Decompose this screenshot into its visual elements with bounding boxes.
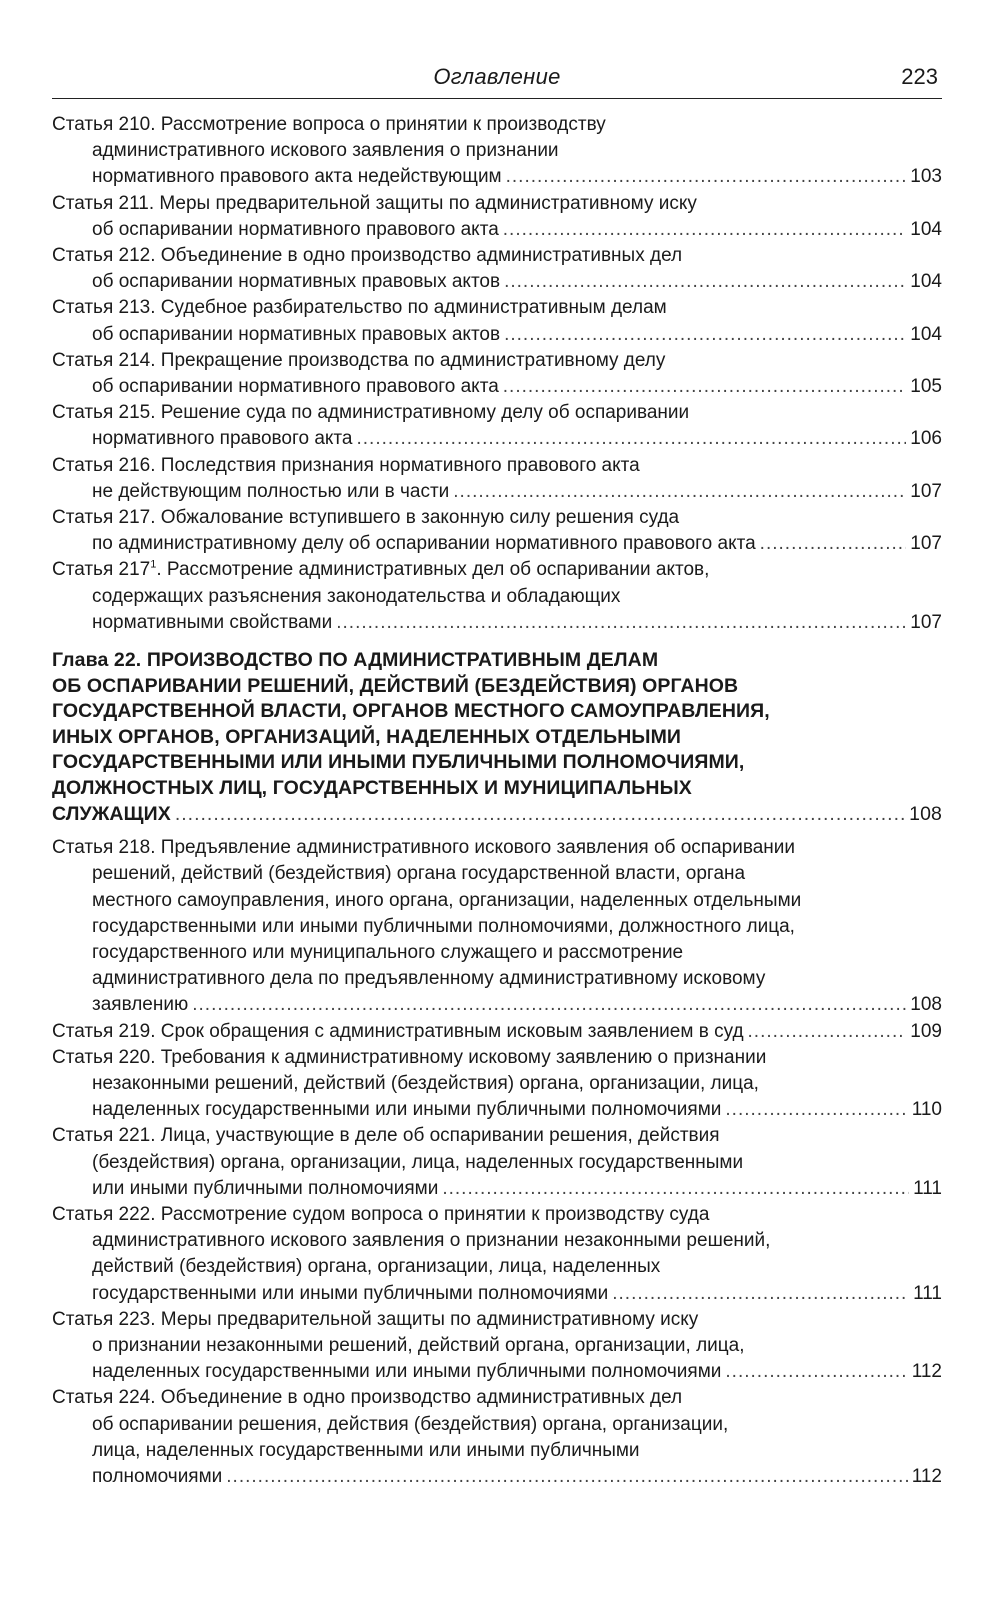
toc-entry-article-211 [52, 191, 942, 243]
page-number: 103 [910, 166, 942, 188]
dot-leader [453, 479, 906, 505]
entry-last-line [52, 992, 942, 1018]
entry-last-line [52, 217, 942, 243]
entry-line: Статья 212. Объединение в одно производство административных дел [52, 245, 683, 267]
toc-entry-article-216 [52, 453, 942, 505]
entry-line: государственного или муниципального служащего и рассмотрение [92, 942, 684, 964]
toc-entry-article-221 [52, 1123, 942, 1202]
running-header [52, 60, 942, 99]
page-number: 108 [909, 802, 942, 825]
entry-line: . Рассмотрение административных дел об оспаривании актов, [156, 559, 710, 581]
chapter-line: ГОСУДАРСТВЕННОЙ ВЛАСТИ, ОРГАНОВ МЕСТНОГО САМОУПРАВЛЕНИЯ, [52, 700, 770, 723]
dot-leader [226, 1464, 907, 1490]
entry-line: государственными или иными публичными полномочиями [92, 1282, 609, 1304]
entry-line: не действующим полностью или в части [92, 480, 450, 502]
dot-leader [725, 1359, 907, 1385]
entry-line: административного искового заявления о признании [92, 140, 559, 162]
entry-line: нормативного правового акта недействующим [92, 166, 502, 188]
chapter-line: Глава 22. ПРОИЗВОДСТВО ПО АДМИНИСТРАТИВНЫМ ДЕЛАМ [52, 649, 659, 672]
toc-entry-article-212 [52, 243, 942, 295]
chapter-last-line [52, 802, 942, 828]
entry-last-line [52, 322, 942, 348]
dot-leader [357, 426, 907, 452]
dot-leader [748, 1019, 907, 1045]
entry-last-line [52, 479, 942, 505]
dot-leader [336, 610, 906, 636]
toc-entry-article-213 [52, 295, 942, 347]
entry-line: лица, наделенных государственными или иными публичными [92, 1439, 640, 1461]
entry-line: заявлению [92, 994, 189, 1016]
chapter-line: ДОЛЖНОСТНЫХ ЛИЦ, ГОСУДАРСТВЕННЫХ И МУНИЦИПАЛЬНЫХ [52, 777, 692, 800]
entry-last-line [52, 426, 942, 452]
chapter-line: ОБ ОСПАРИВАНИИ РЕШЕНИЙ, ДЕЙСТВИЙ (БЕЗДЕЙСТВИЯ) ОРГАНОВ [52, 674, 739, 697]
toc-entry-chapter-22 [52, 648, 942, 827]
entry-last-line [52, 269, 942, 295]
entry-last-line [52, 531, 942, 557]
article-number: Статья 217 [52, 559, 151, 581]
entry-line: местного самоуправления, иного органа, организации, наделенных отдельными [92, 889, 802, 911]
entry-line: Статья 219. Срок обращения с административным исковым заявлением в суд [52, 1020, 744, 1042]
entry-line: об оспаривании нормативного правового акта [92, 218, 499, 240]
dot-leader [504, 269, 906, 295]
entry-line: Статья 214. Прекращение производства по административному делу [52, 349, 666, 371]
dot-leader [725, 1097, 907, 1123]
entry-last-line [52, 1281, 942, 1307]
entry-line: Статья 217. Обжалование вступившего в законную силу решения суда [52, 507, 680, 529]
entry-line: по административному делу об оспаривании нормативного правового акта [92, 533, 756, 555]
article-superscript: 1 [150, 559, 157, 572]
dot-leader [760, 531, 907, 557]
dot-leader [503, 374, 907, 400]
entry-first-line [52, 557, 942, 583]
page-number: 108 [910, 994, 942, 1016]
chapter-line: ИНЫХ ОРГАНОВ, ОРГАНИЗАЦИЙ, НАДЕЛЕННЫХ ОТДЕЛЬНЫМИ [52, 725, 682, 748]
entry-line: действий (бездействия) органа, организации, лица, наделенных [92, 1256, 661, 1278]
entry-line: наделенных государственными или иными публичными полномочиями [92, 1099, 722, 1121]
entry-line: полномочиями [92, 1466, 223, 1488]
dot-leader [175, 802, 905, 828]
entry-line: нормативного правового акта [92, 428, 353, 450]
toc-entry-article-224 [52, 1385, 942, 1490]
toc-entry-article-218 [52, 835, 942, 1018]
entry-last-line [52, 1176, 942, 1202]
entry-line: (бездействия) органа, организации, лица, наделенных государственными [92, 1151, 744, 1173]
entry-line: Статья 213. Судебное разбирательство по административным делам [52, 297, 667, 319]
page-number: 107 [910, 611, 942, 633]
header-title: Оглавление [433, 64, 561, 89]
dot-leader [442, 1176, 909, 1202]
page-number: 106 [910, 428, 942, 450]
entry-line: о признании незаконными решений, действий органа, организации, лица, [92, 1335, 745, 1357]
entry-last-line [52, 1464, 942, 1490]
header-page-number: 223 [901, 64, 938, 89]
toc-entry-article-210 [52, 112, 942, 191]
page-number: 104 [910, 323, 942, 345]
page-number: 104 [910, 218, 942, 240]
entry-line: решений, действий (бездействия) органа государственной власти, органа [92, 863, 746, 885]
entry-line: Статья 221. Лица, участвующие в деле об оспаривании решения, действия [52, 1125, 720, 1147]
dot-leader [503, 217, 907, 243]
page-number: 105 [910, 376, 942, 398]
entry-line: Статья 222. Рассмотрение судом вопроса о принятии к производству суда [52, 1204, 710, 1226]
entry-last-line [52, 1019, 942, 1045]
dot-leader [192, 992, 906, 1018]
dot-leader [506, 164, 907, 190]
entry-line: Статья 216. Последствия признания нормативного правового акта [52, 454, 640, 476]
entry-line: Статья 210. Рассмотрение вопроса о принятии к производству [52, 114, 606, 135]
toc-entry-article-219 [52, 1019, 942, 1045]
entry-line: Статья 224. Объединение в одно производство административных дел [52, 1387, 683, 1409]
entry-line: Статья 215. Решение суда по административному делу об оспаривании [52, 402, 690, 424]
page-number: 111 [913, 1282, 942, 1304]
entry-line: административного искового заявления о признании незаконными решений, [92, 1230, 771, 1252]
dot-leader [504, 322, 906, 348]
entry-last-line [52, 610, 942, 636]
entry-line: содержащих разъяснения законодательства и обладающих [92, 585, 621, 607]
toc-entry-article-215 [52, 400, 942, 452]
page-number: 104 [910, 271, 942, 293]
page-number: 110 [911, 1099, 942, 1121]
toc-entry-article-220 [52, 1045, 942, 1124]
table-of-contents [52, 112, 942, 1490]
dot-leader [612, 1281, 909, 1307]
toc-entry-article-223 [52, 1307, 942, 1386]
entry-line: Статья 220. Требования к административному исковому заявлению о признании [52, 1046, 767, 1068]
entry-last-line [52, 164, 942, 190]
page-number: 112 [911, 1361, 942, 1383]
entry-line: или иными публичными полномочиями [92, 1177, 439, 1199]
page-number: 112 [911, 1466, 942, 1488]
page-number: 107 [910, 533, 942, 555]
toc-entry-article-214 [52, 348, 942, 400]
entry-line: об оспаривании нормативных правовых актов [92, 271, 501, 293]
page-number: 107 [910, 480, 942, 502]
page-number: 111 [913, 1177, 942, 1199]
chapter-line: ГОСУДАРСТВЕННЫМИ ИЛИ ИНЫМИ ПУБЛИЧНЫМИ ПОЛНОМОЧИЯМИ, [52, 751, 745, 774]
entry-line: незаконными решений, действий (бездействия) органа, организации, лица, [92, 1073, 759, 1095]
entry-line: об оспаривании решения, действия (бездействия) органа, организации, [92, 1413, 729, 1435]
entry-line: Статья 223. Меры предварительной защиты по административному иску [52, 1308, 699, 1330]
entry-line: об оспаривании нормативных правовых актов [92, 323, 501, 345]
chapter-line: СЛУЖАЩИХ [52, 802, 171, 825]
entry-last-line [52, 374, 942, 400]
entry-line: Статья 218. Предъявление административного искового заявления об оспаривании [52, 837, 795, 859]
page-number: 109 [910, 1020, 942, 1042]
entry-line: нормативными свойствами [92, 611, 333, 633]
entry-line: об оспаривании нормативного правового акта [92, 376, 499, 398]
toc-entry-article-222 [52, 1202, 942, 1307]
entry-last-line [52, 1097, 942, 1123]
entry-line: государственными или иными публичными полномочиями, должностного лица, [92, 915, 795, 937]
entry-line: наделенных государственными или иными публичными полномочиями [92, 1361, 722, 1383]
entry-line: Статья 211. Меры предварительной защиты по административному иску [52, 192, 697, 214]
entry-last-line [52, 1359, 942, 1385]
toc-entry-article-217 [52, 505, 942, 557]
entry-line: административного дела по предъявленному административному исковому [92, 968, 766, 990]
toc-entry-article-217-1 [52, 557, 942, 636]
